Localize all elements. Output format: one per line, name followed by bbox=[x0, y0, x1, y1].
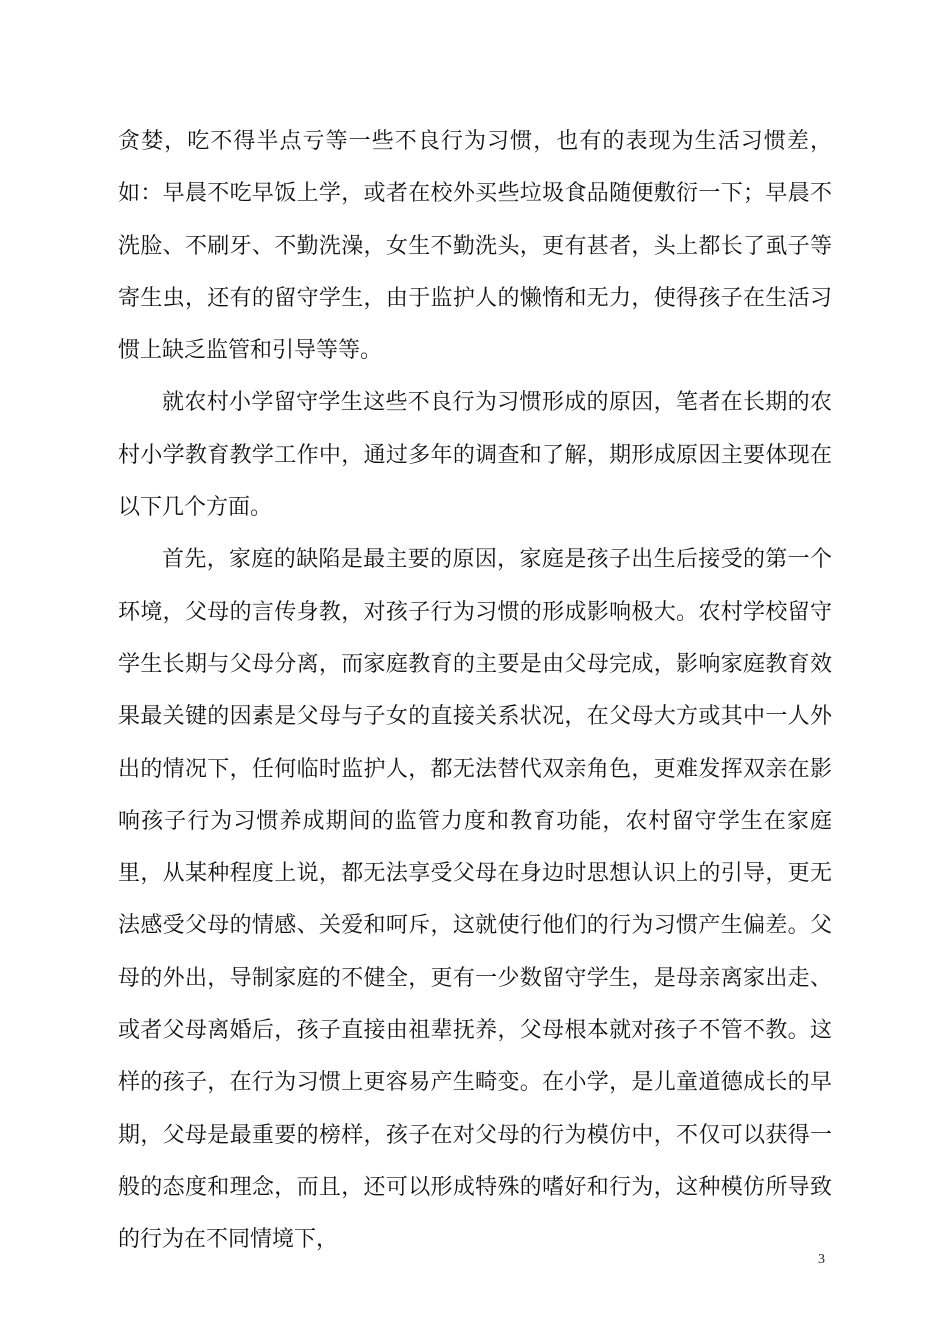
page-number: 3 bbox=[818, 1252, 825, 1267]
paragraph-2: 就农村小学留守学生这些不良行为习惯形成的原因，笔者在长期的农村小学教育教学工作中，通过多年的调查和了解，期形成原因主要体现在以下几个方面。 bbox=[118, 390, 832, 521]
paragraph-1: 贪婪，吃不得半点亏等一些不良行为习惯，也有的表现为生活习惯差，如：早晨不吃早饭上学，或者在校外买些垃圾食品随便敷衍一下；早晨不洗脸、不刷牙、不勤洗澡，女生不勤洗头，更有甚者，头上都长了虱子等寄生虫，还有的留守学生，由于监护人的懒惰和无力，使得孩子在生活习惯上缺乏监管和引导等等。 bbox=[118, 129, 832, 364]
body-text bbox=[118, 116, 832, 1267]
paragraph-3: 首先，家庭的缺陷是最主要的原因，家庭是孩子出生后接受的第一个环境，父母的言传身教，对孩子行为习惯的形成影响极大。农村学校留守学生长期与父母分离，而家庭教育的主要是由父母完成，影响家庭教育效果最关键的因素是父母与子女的直接关系状况，在父母大方或其中一人外出的情况下，任何临时监护人，都无法替代双亲角色，更难发挥双亲在影响孩子行为习惯养成期间的监管力度和教育功能，农村留守学生在家庭里，从某种程度上说，都无法享受父母在身边时思想认识上的引导，更无法感受父母的情感、关爱和呵斥，这就使行他们的行为习惯产生偏差。父母的外出，导制家庭的不健全，更有一少数留守学生，是母亲离家出走、或者父母离婚后，孩子直接由祖辈抚养，父母根本就对孩子不管不教。这样的孩子，在行为习惯上更容易产生畸变。在小学，是儿童道德成长的早期，父母是最重要的榜样，孩子在对父母的行为模仿中，不仅可以获得一般的态度和理念，而且，还可以形成特殊的嗜好和行为，这种模仿所导致的行为在不同情境下， bbox=[118, 547, 832, 1253]
